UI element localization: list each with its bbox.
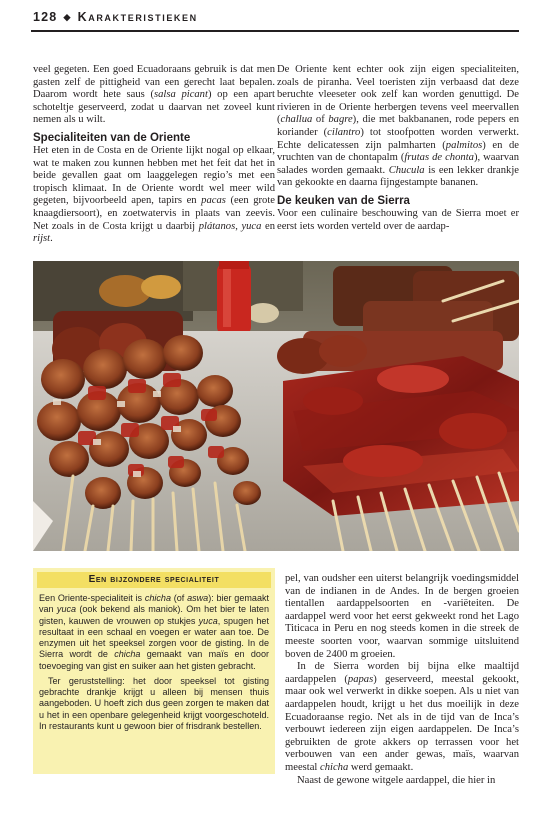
- paragraph: In de Sierra worden bij bijna elke maaltijd aardappelen (papas) geserveerd, meestal gekookt, maar ook wel verwerkt in dikke soepen. Als u niet van aardappelen houdt, krijgt u het dus moeilijk in deze Ecuadoraanse regio. Net als in de tijd van de Inca’s verbouwt iedereen zijn eigen aardappelen. De Inca’s gebruikten de grote akkers op terrassen voor het verbouwen van een ander gewas, maïs, waarvan meestal chicha werd gemaakt.: [285, 661, 519, 773]
- paragraph: De Oriente kent echter ook zijn eigen specialiteiten, zoals de piranha. Veel toeristen zijn verbaasd dat deze beruchte vleeseter ook zelf kan worden genuttigd. De rivieren in de Oriente herbergen tevens veel meervallen (challua of bagre), die met bakbananen, rode pepers en koriander (cilantro) tot stoofpotten worden verwerkt. Echte delicatessen zijn palmharten (palmitos) en de vruchten van de chontapalm (frutas de chonta), waarvan salades worden gemaakt. Chucula is een lekker drankje van gekookte en daarna fijngestampte bananen.: [277, 64, 520, 189]
- running-title: Karakteristieken: [77, 10, 198, 24]
- sidebar-title: Een bijzondere specialiteit: [37, 572, 271, 588]
- paragraph: veel gegeten. Een goed Ecuadoraans gebruik is dat men gasten zelf de pittigheid van een gerecht laat bepalen. Daarom wordt hete saus (salsa picant) op een apart schoteltje geserveerd, zodat u daarvan net zoveel kunt nemen als u wilt.: [33, 64, 275, 126]
- sidebar-body: [39, 593, 269, 736]
- left-column-top: [33, 64, 275, 246]
- right-column-bottom: [285, 573, 519, 787]
- sidebar-paragraph: Een Oriente-specialiteit is chicha (of aswa): bier gemaakt van yuca (ook bekend als maniok). Om het bier te laten gisten, kauwen de vrouwen op stukjes yuca, spugen het resultaat in een schaal en voegen er water aan toe. De enzymen uit het speeksel zorgen voor de gisting. In de Sierra wordt de chicha gemaakt van maïs en door toevoeging van gist en suiker aan het gisten gebracht.: [39, 593, 270, 671]
- section-heading-sierra: De keuken van de Sierra: [277, 194, 410, 207]
- sidebar-paragraph: Ter geruststelling: het door speeksel tot gisting gebrachte drankje krijgt u alleen bij mensen thuis aangeboden. U hoeft zich dus geen zorgen te maken dat u het in een openbare gelegenheid krijgt voorgeschoteld. In restaurants kunt u gewoon bier of frisdrank bestellen.: [39, 675, 269, 731]
- header-rule: [31, 30, 519, 32]
- paragraph: Het eten in de Costa en de Oriente lijkt nogal op elkaar, wat te maken zou kunnen hebben met het feit dat het in beide gevallen gaat om laaggelegen regio’s met een tropisch klimaat. In de Oriente wordt wel meer wild gegeten, bijvoorbeeld apen, tapirs en pacas (een grote knaagdiersoort), en zoetwatervis in plaats van zeevis. Net zoals in de Costa krijgt u daarbij plátanos, yuca en rijst.: [33, 144, 276, 245]
- sidebar-box: [33, 568, 275, 774]
- skewers-photo: [33, 261, 519, 551]
- diamond-icon: ◆: [63, 12, 72, 22]
- right-column-top: [277, 64, 519, 233]
- paragraph: Voor een culinaire beschouwing van de Sierra moet er eerst iets worden verteld over de aardap-: [277, 207, 519, 232]
- running-header: [33, 10, 198, 24]
- paragraph: pel, van oudsher een uiterst belangrijk voedingsmiddel van de indianen in de Andes. In de bergen groeien tientallen aardappelsoorten en -variëteiten. De aardappel werd voor het eerst gekweekt rond het Lago Titicaca in Peru en nog steeds komen in die streek de meeste soorten voor, waarvan sommige uitsluitend boven de 2400 m groeien.: [285, 573, 519, 660]
- paragraph: Naast de gewone witgele aardappel, die hier in: [297, 774, 496, 786]
- section-heading-oriente: Specialiteiten van de Oriente: [33, 131, 191, 144]
- page-number: 128: [33, 10, 58, 24]
